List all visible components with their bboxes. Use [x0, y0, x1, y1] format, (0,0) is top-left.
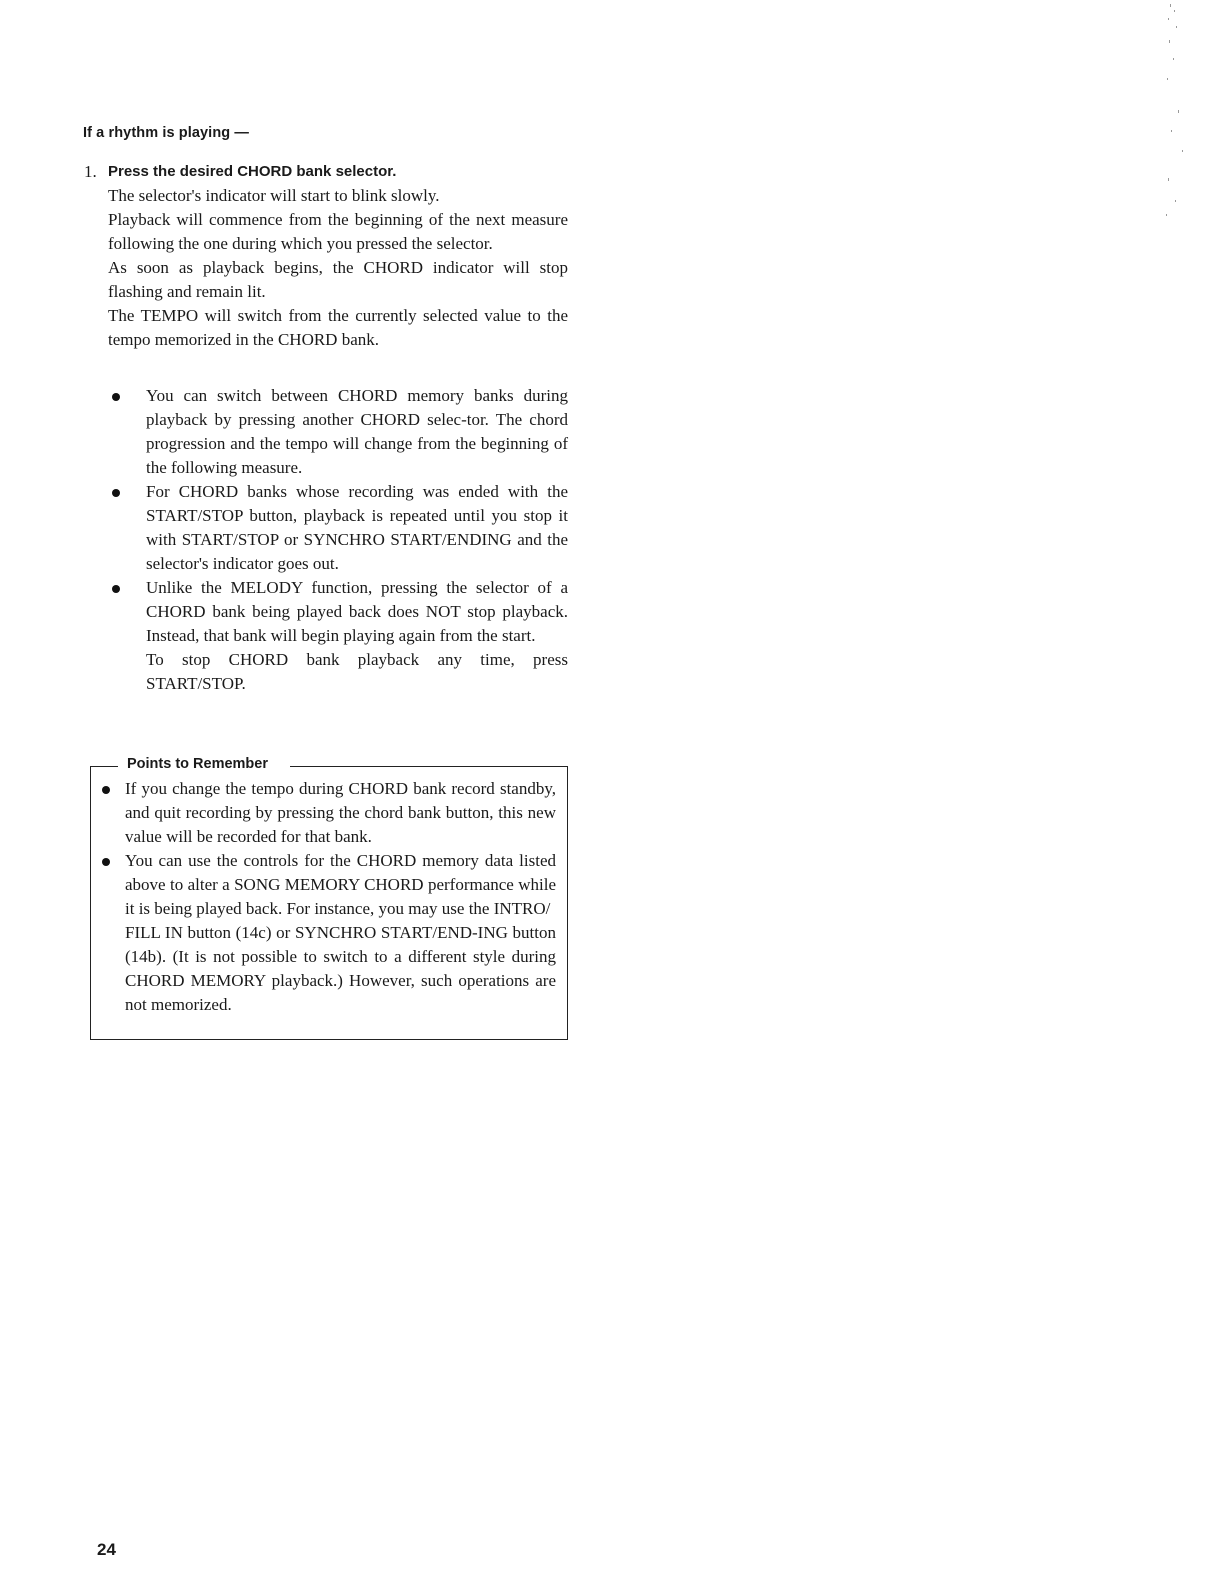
step-title: Press the desired CHORD bank selector.: [108, 163, 397, 180]
step-number: 1.: [84, 162, 97, 181]
bullet-list: [108, 384, 568, 696]
step-paragraph: Playback will commence from the beginning of the next measure following the one during which you pressed the selector.: [108, 210, 568, 253]
bullet-icon: [112, 585, 120, 593]
points-to-remember-title: Points to Remember: [124, 756, 271, 772]
point-text: You can use the controls for the CHORD memory data listed above to alter a SONG MEMORY CHORD performance while it is being played back. For instance, you may use the INTRO/: [125, 851, 556, 918]
list-item: [100, 777, 556, 849]
point-text: If you change the tempo during CHORD bank record standby, and quit recording by pressing the chord bank button, this new value will be recorded for that bank.: [125, 779, 556, 846]
bullet-text: Unlike the MELODY function, pressing the selector of a CHORD bank being played back does NOT stop playback. Instead, that bank will begin playing again from the start.: [146, 578, 568, 645]
bullet-icon: [112, 489, 120, 497]
section-heading: If a rhythm is playing —: [83, 125, 249, 141]
points-list: [100, 777, 556, 1017]
point-extra-text: FILL IN button (14c) or SYNCHRO START/END-ING button (14b). (It is not possible to switch to a different style during CHORD MEMORY playback.) However, such operations are not memorized.: [125, 923, 556, 1014]
bullet-text: You can switch between CHORD memory banks during playback by pressing another CHORD selec-tor. The chord progression and the tempo will change from the beginning of the following measure.: [146, 386, 568, 477]
step-paragraph: The selector's indicator will start to blink slowly.: [108, 186, 440, 205]
bullet-icon: [112, 393, 120, 401]
list-item: [108, 576, 568, 696]
bullet-extra-text: To stop CHORD bank playback any time, press START/STOP.: [146, 650, 568, 693]
step-body: [108, 160, 568, 352]
box-top-rule-right: [290, 766, 568, 767]
bullet-text: For CHORD banks whose recording was ended with the START/STOP button, playback is repeated until you stop it with START/STOP or SYNCHRO START/ENDING and the selector's indicator goes out.: [146, 482, 568, 573]
page-number: 24: [97, 1540, 116, 1559]
bullet-icon: [102, 786, 110, 794]
scan-edge-marks: [1162, 0, 1207, 230]
list-item: [108, 384, 568, 480]
step-paragraph: The TEMPO will switch from the currently selected value to the tempo memorized in the CHORD bank.: [108, 306, 568, 349]
bullet-icon: [102, 858, 110, 866]
step-paragraph: As soon as playback begins, the CHORD indicator will stop flashing and remain lit.: [108, 258, 568, 301]
list-item: [100, 849, 556, 1017]
box-top-rule-left: [90, 766, 118, 767]
list-item: [108, 480, 568, 576]
